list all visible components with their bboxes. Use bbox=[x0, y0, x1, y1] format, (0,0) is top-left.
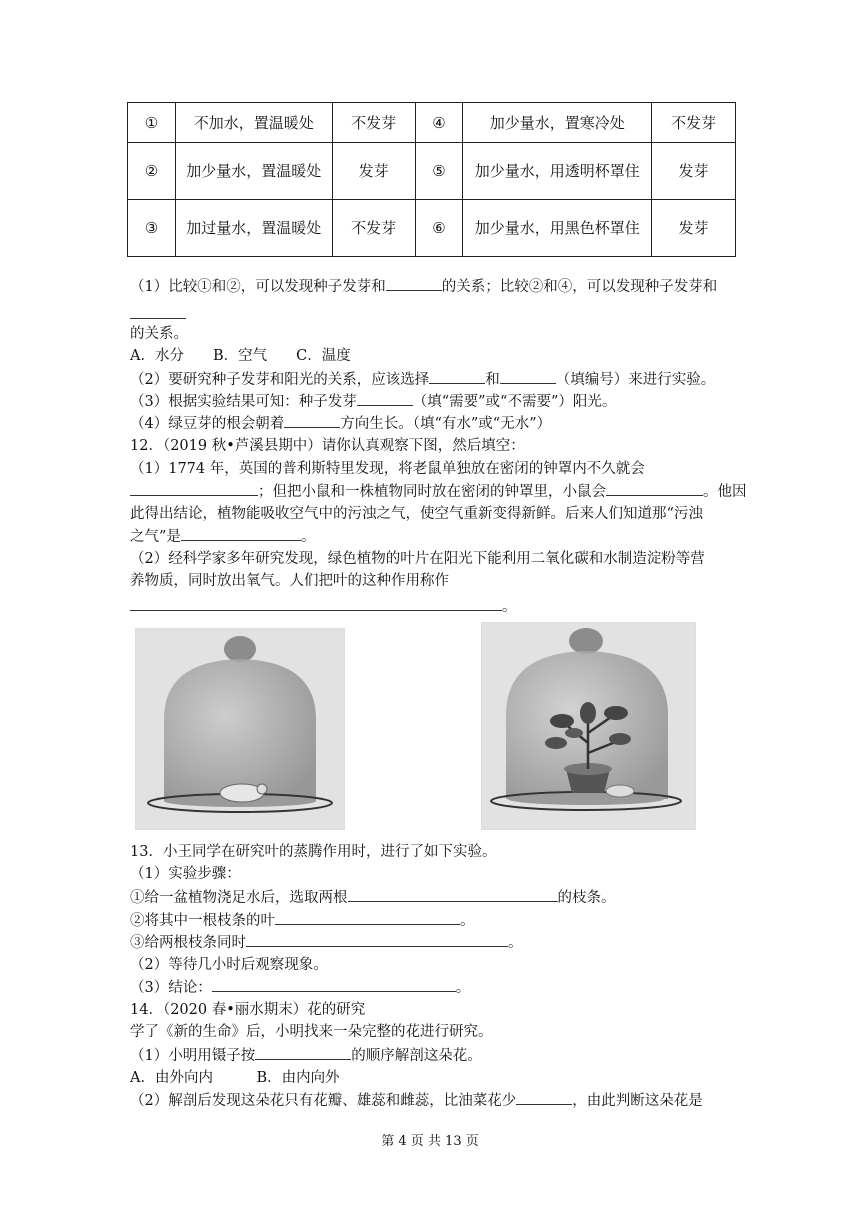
answer-blank[interactable] bbox=[212, 977, 456, 992]
table-cell: ④ bbox=[415, 103, 463, 143]
q13-step: ①给一盆植物浇足水后，选取两根 的枝条。 bbox=[130, 887, 616, 908]
q11-options: A．水分 B．空气 C．温度 bbox=[130, 348, 351, 364]
table-cell: ⑥ bbox=[415, 200, 463, 257]
answer-blank[interactable] bbox=[606, 481, 703, 496]
answer-blank[interactable] bbox=[246, 932, 508, 947]
q13-line: （2）等待几小时后观察现象。 bbox=[130, 957, 328, 973]
answer-blank[interactable] bbox=[130, 596, 502, 611]
q11-part3: （3）根据实验结果可知：种子发芽 （填“需要”或“不需要”）阳光。 bbox=[130, 391, 616, 412]
q11-part1-blank bbox=[130, 304, 186, 325]
experiment-table bbox=[127, 102, 736, 257]
table-cell: ⑤ bbox=[415, 143, 463, 200]
table-cell: 不发芽 bbox=[332, 200, 415, 257]
table-cell: 不加水，置温暖处 bbox=[175, 103, 332, 143]
table-cell: 不发芽 bbox=[652, 103, 736, 143]
table-cell: 加少量水，用透明杯罩住 bbox=[463, 143, 652, 200]
answer-blank[interactable] bbox=[500, 369, 556, 384]
table-row bbox=[128, 103, 736, 143]
answer-blank[interactable] bbox=[181, 526, 301, 541]
answer-blank[interactable] bbox=[348, 887, 558, 902]
q12-line: （2）经科学家多年研究发现，绿色植物的叶片在阳光下能利用二氧化碳和水制造淀粉等营 bbox=[130, 551, 705, 567]
answer-blank[interactable] bbox=[357, 391, 413, 406]
bell-jar-mouse-image bbox=[135, 628, 345, 830]
q13-step: ③给两根枝条同时 。 bbox=[130, 932, 523, 953]
table-cell: 加少量水，用黑色杯罩住 bbox=[463, 200, 652, 257]
q13-heading: 13．小王同学在研究叶的蒸腾作用时，进行了如下实验。 bbox=[130, 844, 497, 860]
answer-blank[interactable] bbox=[275, 910, 460, 925]
bell-jar-plant-mouse-image bbox=[481, 622, 696, 830]
answer-blank[interactable] bbox=[255, 1045, 351, 1060]
q12-line: 此得出结论，植物能吸收空气中的污浊之气，使空气重新变得新鲜。后来人们知道那“污浊 bbox=[130, 506, 703, 522]
q13-conclusion: （3）结论： 。 bbox=[130, 977, 470, 998]
page-footer: 第 4 页 共 13 页 bbox=[381, 1134, 479, 1149]
q11-part4: （4）绿豆芽的根会朝着 方向生长。（填“有水”或“无水”） bbox=[130, 413, 551, 434]
table-cell: 加少量水，置寒冷处 bbox=[463, 103, 652, 143]
q11-part2: （2）要研究种子发芽和阳光的关系，应该选择 和 （填编号）来进行实验。 bbox=[130, 369, 715, 390]
answer-blank[interactable] bbox=[429, 369, 485, 384]
table-row bbox=[128, 143, 736, 200]
answer-blank[interactable] bbox=[284, 413, 340, 428]
table-cell: 加少量水，置温暖处 bbox=[175, 143, 332, 200]
table-cell: 加过量水，置温暖处 bbox=[175, 200, 332, 257]
q12-line: ；但把小鼠和一株植物同时放在密闭的钟罩里，小鼠会 。他因 bbox=[130, 481, 747, 502]
q13-step: ②将其中一根枝条的叶 。 bbox=[130, 910, 475, 931]
table-cell: ① bbox=[128, 103, 176, 143]
table-row bbox=[128, 200, 736, 257]
table-cell: 发芽 bbox=[332, 143, 415, 200]
answer-blank[interactable] bbox=[130, 304, 186, 319]
q13-steps-label: （1）实验步骤： bbox=[130, 866, 241, 882]
table-cell: ③ bbox=[128, 200, 176, 257]
table-cell: 发芽 bbox=[652, 143, 736, 200]
q12-line: 。 bbox=[130, 596, 517, 617]
q12-heading: 12．（2019 秋•芦溪县期中）请你认真观察下图，然后填空： bbox=[130, 438, 525, 454]
q14-heading: 14．（2020 春•丽水期末）花的研究 bbox=[130, 1002, 366, 1018]
q12-line: 之气”是 。 bbox=[130, 526, 315, 547]
q14-line: 学了《新的生命》后，小明找来一朵完整的花进行研究。 bbox=[130, 1024, 493, 1040]
table-cell: 不发芽 bbox=[332, 103, 415, 143]
q14-line: （1）小明用镊子按 的顺序解剖这朵花。 bbox=[130, 1045, 482, 1066]
q14-options: A．由外向内 B．由内向外 bbox=[130, 1070, 340, 1086]
answer-blank[interactable] bbox=[516, 1090, 572, 1105]
q12-line: 养物质，同时放出氧气。人们把叶的这种作用称作 bbox=[130, 573, 449, 589]
q11-part1: （1）比较①和②，可以发现种子发芽和 的关系；比较②和④，可以发现种子发芽和 bbox=[130, 276, 717, 297]
q11-part1-end: 的关系。 bbox=[130, 326, 188, 342]
q12-line: （1）1774 年，英国的普利斯特里发现，将老鼠单独放在密闭的钟罩内不久就会 bbox=[130, 461, 645, 477]
table-cell: 发芽 bbox=[652, 200, 736, 257]
answer-blank[interactable] bbox=[386, 276, 442, 291]
q14-line: （2）解剖后发现这朵花只有花瓣、雄蕊和雌蕊，比油菜花少 ，由此判断这朵花是 bbox=[130, 1090, 703, 1111]
table-cell: ② bbox=[128, 143, 176, 200]
answer-blank[interactable] bbox=[130, 481, 258, 496]
